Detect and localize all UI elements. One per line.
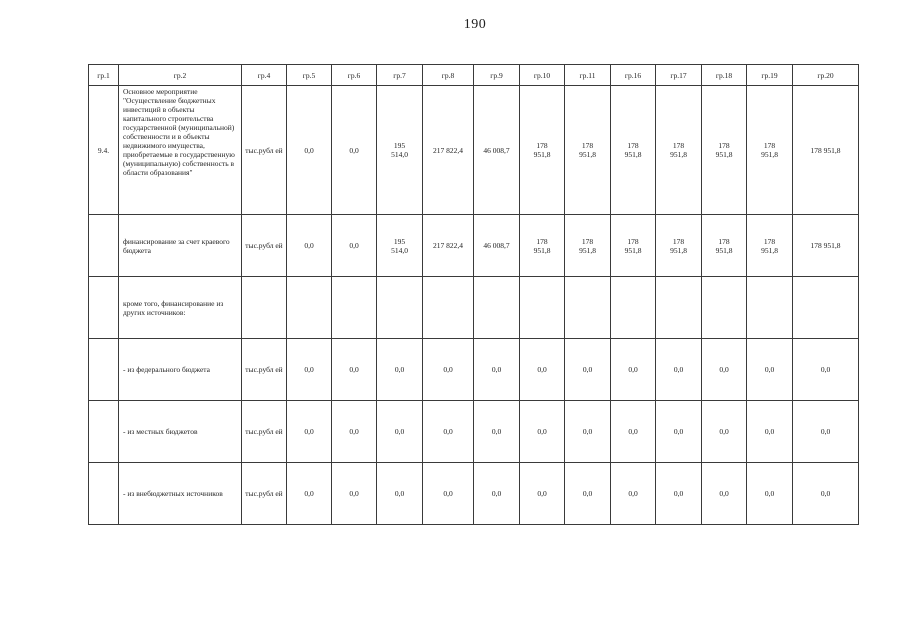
value-cell: 0,0 <box>332 463 377 525</box>
column-header: гр.5 <box>287 65 332 86</box>
value-cell: 0,0 <box>520 401 565 463</box>
value-cell <box>474 277 520 339</box>
value-cell: 0,0 <box>747 339 793 401</box>
value-cell <box>565 277 611 339</box>
column-header: гр.11 <box>565 65 611 86</box>
value-cell: 178 951,8 <box>793 215 859 277</box>
value-cell: 178 951,8 <box>520 86 565 215</box>
row-name: кроме того, финансирование из других источников: <box>119 277 242 339</box>
column-header: гр.17 <box>656 65 702 86</box>
row-number <box>89 339 119 401</box>
table-row <box>89 339 859 401</box>
row-unit: тыс.рубл ей <box>242 215 287 277</box>
value-cell: 0,0 <box>793 463 859 525</box>
value-cell: 178 951,8 <box>611 215 656 277</box>
value-cell: 0,0 <box>332 401 377 463</box>
header-row <box>89 65 859 86</box>
row-unit: тыс.рубл ей <box>242 401 287 463</box>
row-number <box>89 401 119 463</box>
value-cell: 0,0 <box>656 401 702 463</box>
value-cell: 0,0 <box>332 86 377 215</box>
value-cell: 0,0 <box>474 463 520 525</box>
value-cell: 0,0 <box>656 339 702 401</box>
value-cell: 217 822,4 <box>423 215 474 277</box>
value-cell: 0,0 <box>702 339 747 401</box>
column-header: гр.6 <box>332 65 377 86</box>
value-cell: 0,0 <box>474 339 520 401</box>
value-cell: 46 008,7 <box>474 86 520 215</box>
column-header: гр.7 <box>377 65 423 86</box>
row-number <box>89 215 119 277</box>
value-cell: 0,0 <box>520 339 565 401</box>
value-cell: 0,0 <box>287 463 332 525</box>
row-name: - из местных бюджетов <box>119 401 242 463</box>
value-cell <box>287 277 332 339</box>
value-cell: 178 951,8 <box>747 86 793 215</box>
value-cell: 0,0 <box>287 215 332 277</box>
row-unit <box>242 277 287 339</box>
value-cell <box>611 277 656 339</box>
value-cell: 0,0 <box>287 86 332 215</box>
value-cell: 178 951,8 <box>702 215 747 277</box>
value-cell: 0,0 <box>611 401 656 463</box>
value-cell <box>520 277 565 339</box>
value-cell: 178 951,8 <box>520 215 565 277</box>
row-unit: тыс.рубл ей <box>242 86 287 215</box>
value-cell: 178 951,8 <box>656 215 702 277</box>
value-cell: 0,0 <box>611 339 656 401</box>
column-header: гр.19 <box>747 65 793 86</box>
page-number: 190 <box>463 17 487 32</box>
value-cell <box>423 277 474 339</box>
column-header: гр.10 <box>520 65 565 86</box>
value-cell: 195 514,0 <box>377 215 423 277</box>
value-cell: 0,0 <box>611 463 656 525</box>
column-header: гр.20 <box>793 65 859 86</box>
value-cell <box>793 277 859 339</box>
value-cell: 0,0 <box>565 463 611 525</box>
column-header: гр.8 <box>423 65 474 86</box>
value-cell <box>702 277 747 339</box>
row-unit: тыс.рубл ей <box>242 463 287 525</box>
value-cell: 217 822,4 <box>423 86 474 215</box>
row-number <box>89 463 119 525</box>
value-cell: 0,0 <box>565 401 611 463</box>
value-cell <box>332 277 377 339</box>
row-number: 9.4. <box>89 86 119 215</box>
value-cell: 0,0 <box>520 463 565 525</box>
value-cell: 46 008,7 <box>474 215 520 277</box>
row-name: - из федерального бюджета <box>119 339 242 401</box>
value-cell: 0,0 <box>747 401 793 463</box>
row-unit: тыс.рубл ей <box>242 339 287 401</box>
column-header: гр.9 <box>474 65 520 86</box>
value-cell <box>747 277 793 339</box>
value-cell: 0,0 <box>423 339 474 401</box>
value-cell: 178 951,8 <box>702 86 747 215</box>
column-header: гр.18 <box>702 65 747 86</box>
value-cell: 0,0 <box>793 401 859 463</box>
row-name: финансирование за счет краевого бюджета <box>119 215 242 277</box>
value-cell: 178 951,8 <box>565 86 611 215</box>
value-cell: 0,0 <box>377 339 423 401</box>
column-header: гр.16 <box>611 65 656 86</box>
value-cell: 178 951,8 <box>565 215 611 277</box>
table-row <box>89 86 859 215</box>
value-cell: 0,0 <box>377 401 423 463</box>
value-cell: 0,0 <box>474 401 520 463</box>
value-cell: 178 951,8 <box>656 86 702 215</box>
column-header: гр.2 <box>119 65 242 86</box>
value-cell: 0,0 <box>377 463 423 525</box>
budget-table <box>88 64 859 525</box>
value-cell: 0,0 <box>287 339 332 401</box>
column-header: гр.1 <box>89 65 119 86</box>
value-cell: 195 514,0 <box>377 86 423 215</box>
value-cell: 0,0 <box>423 401 474 463</box>
table-row <box>89 463 859 525</box>
row-name: Основное мероприятие "Осуществление бюджетных инвестиций в объекты капитального строительства государственной (муниципальной) собственности и в объекты недвижимого имущества, приобретаемые в государственную (муниципальную) собственность в области образования" <box>119 86 242 215</box>
value-cell: 178 951,8 <box>793 86 859 215</box>
value-cell: 178 951,8 <box>747 215 793 277</box>
row-number <box>89 277 119 339</box>
value-cell: 0,0 <box>565 339 611 401</box>
value-cell: 0,0 <box>332 215 377 277</box>
row-name: - из внебюджетных источников <box>119 463 242 525</box>
value-cell: 0,0 <box>423 463 474 525</box>
value-cell <box>656 277 702 339</box>
column-header: гр.4 <box>242 65 287 86</box>
value-cell: 0,0 <box>747 463 793 525</box>
table-row <box>89 401 859 463</box>
value-cell: 0,0 <box>702 463 747 525</box>
value-cell: 0,0 <box>793 339 859 401</box>
table-row <box>89 215 859 277</box>
value-cell: 0,0 <box>656 463 702 525</box>
table-row <box>89 277 859 339</box>
value-cell <box>377 277 423 339</box>
value-cell: 0,0 <box>702 401 747 463</box>
value-cell: 178 951,8 <box>611 86 656 215</box>
value-cell: 0,0 <box>332 339 377 401</box>
value-cell: 0,0 <box>287 401 332 463</box>
